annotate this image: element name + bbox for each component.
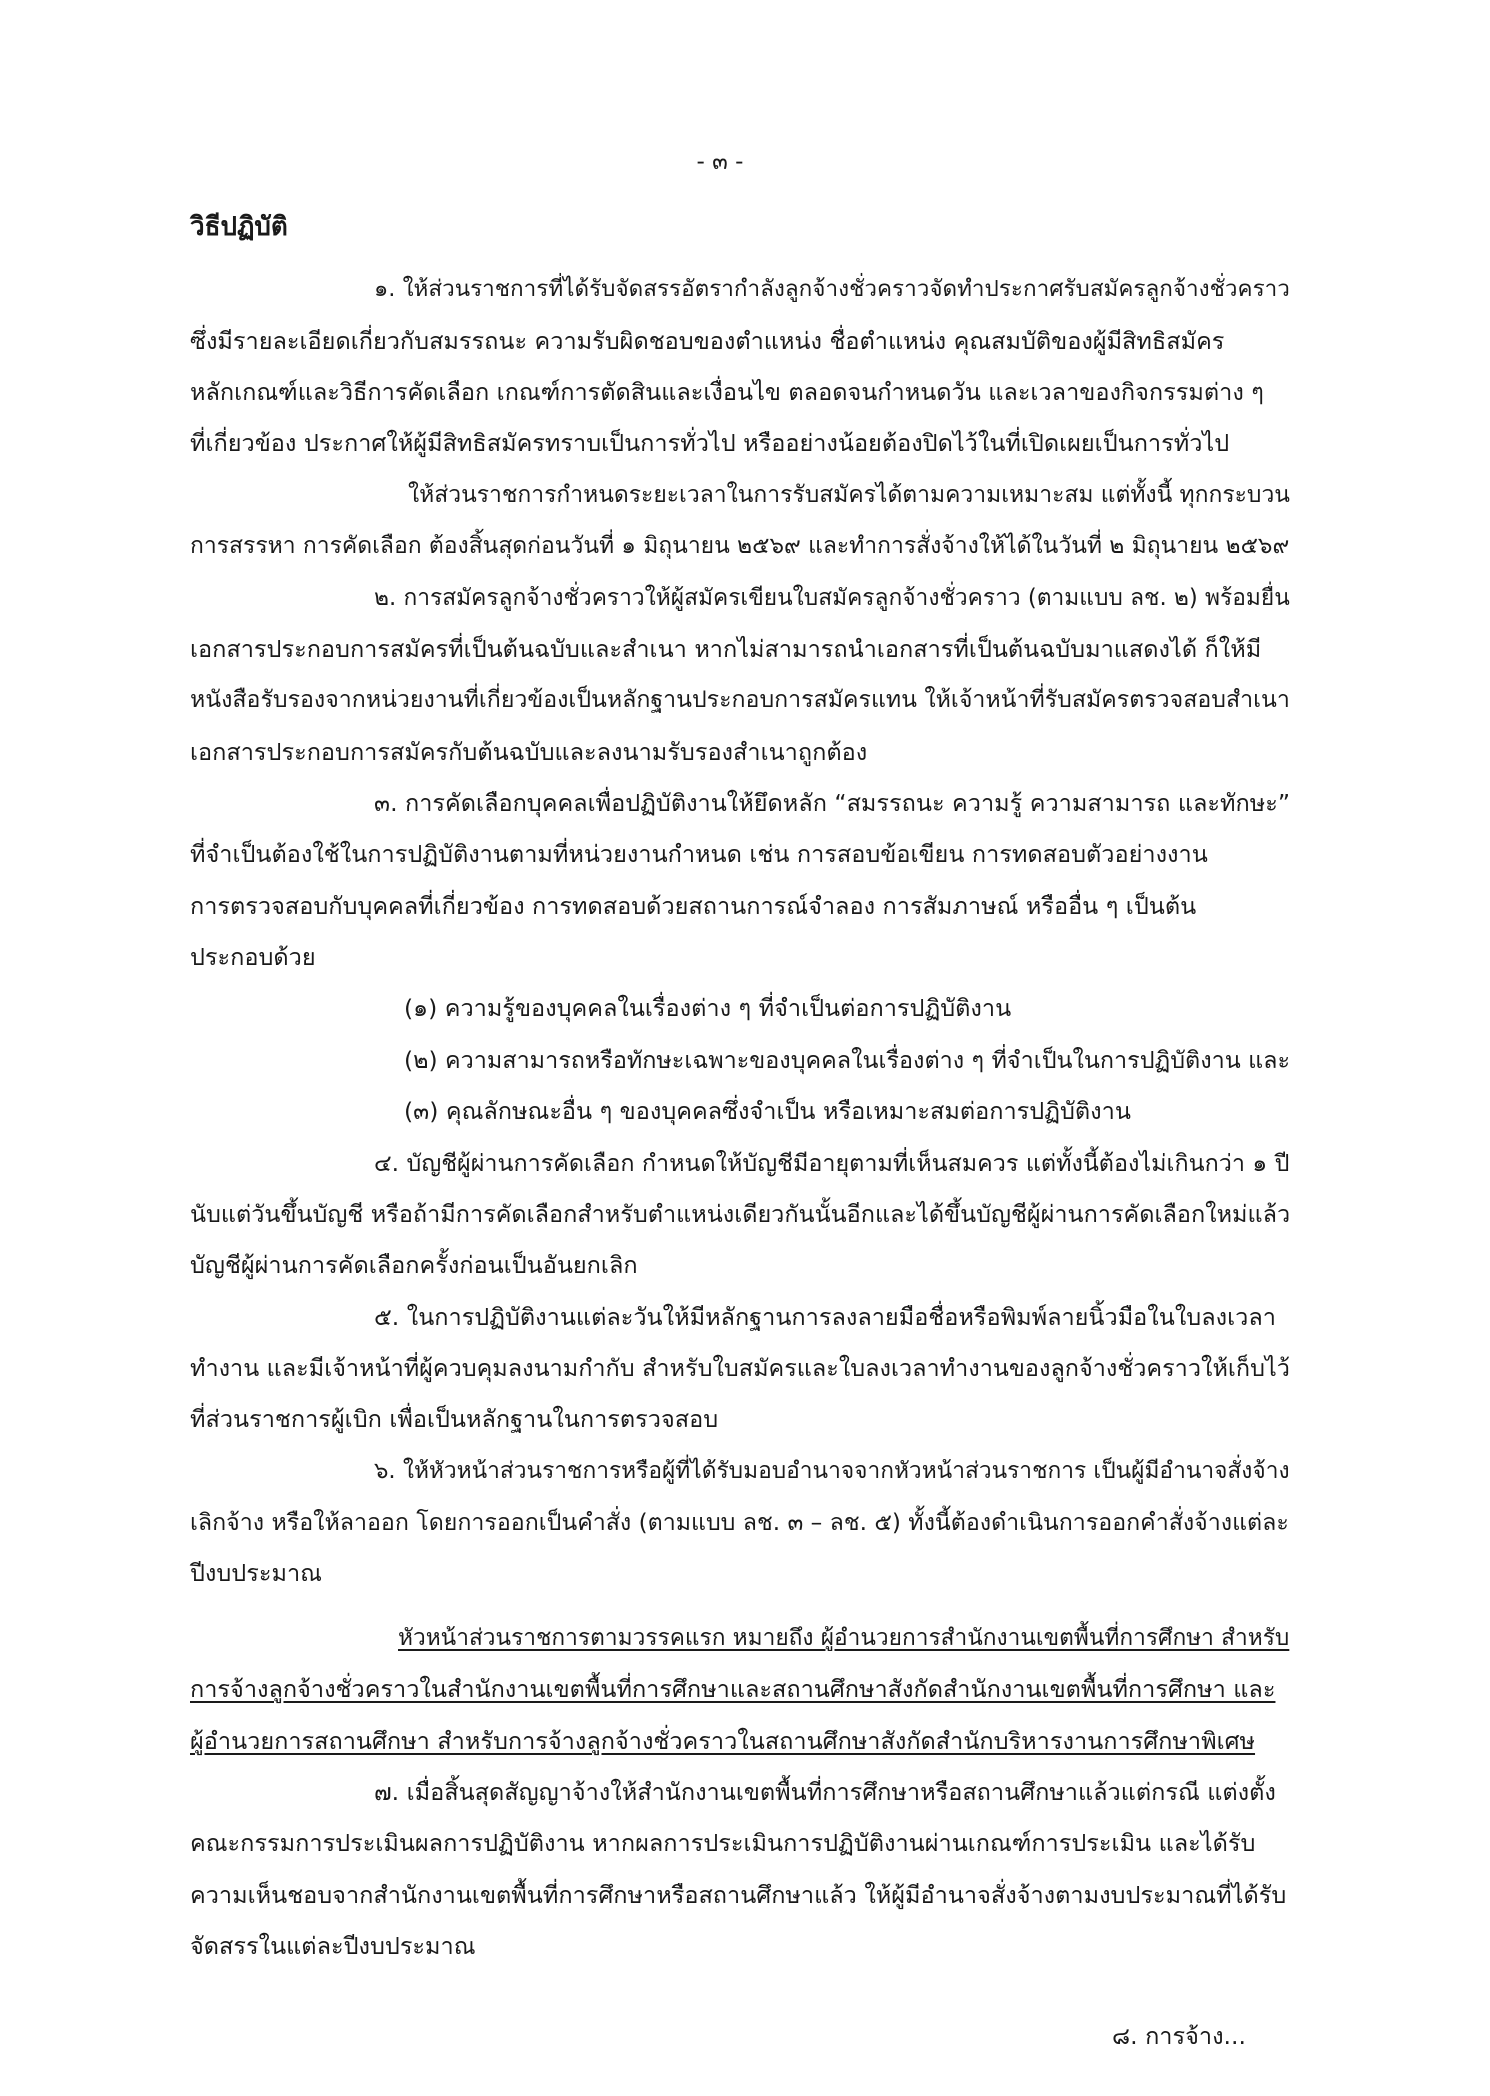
text-line: ที่ส่วนราชการผู้เบิก เพื่อเป็นหลักฐานในการตรวจสอบ <box>190 1405 719 1433</box>
text-line: ทำงาน และมีเจ้าหน้าที่ผู้ควบคุมลงนามกำกับ สำหรับใบสมัครและใบลงเวลาทำงานของลูกจ้างชั่วคราวให้เก็บไว้ <box>190 1354 1290 1382</box>
text-line: เอกสารประกอบการสมัครกับต้นฉบับและลงนามรับรองสำเนาถูกต้อง <box>190 738 868 766</box>
text-line: จัดสรรในแต่ละปีงบประมาณ <box>190 1932 476 1960</box>
text-line: การสรรหา การคัดเลือก ต้องสิ้นสุดก่อนวันที่ ๑ มิถุนายน ๒๕๖๙ และทำการสั่งจ้างให้ได้ในวันที่ ๒ มิถุนายน ๒๕๖๙ <box>190 533 1290 559</box>
text-line: ที่เกี่ยวข้อง ประกาศให้ผู้มีสิทธิสมัครทราบเป็นการทั่วไป หรืออย่างน้อยต้องปิดไว้ในที่เปิดเผยเป็นการทั่วไป <box>190 429 1230 457</box>
text-line: หนังสือรับรองจากหน่วยงานที่เกี่ยวข้องเป็นหลักฐานประกอบการสมัครแทน ให้เจ้าหน้าที่รับสมัครตรวจสอบสำเนา <box>190 687 1290 713</box>
text-line: เอกสารประกอบการสมัครที่เป็นต้นฉบับและสำเนา หากไม่สามารถนำเอกสารที่เป็นต้นฉบับมาแสดงได้ ก็ให้มี <box>190 635 1262 663</box>
text-line: คณะกรรมการประเมินผลการปฏิบัติงาน หากผลการประเมินการปฏิบัติงานผ่านเกณฑ์การประเมิน และได้รับ <box>190 1829 1256 1857</box>
text-line: ๓. การคัดเลือกบุคคลเพื่อปฏิบัติงานให้ยึดหลัก “สมรรถนะ ความรู้ ความสามารถ และทักษะ” <box>374 789 1291 817</box>
text-line: ๑. ให้ส่วนราชการที่ได้รับจัดสรรอัตรากำลังลูกจ้างชั่วคราวจัดทำประกาศรับสมัครลูกจ้างชั่วคราว <box>374 276 1290 302</box>
text-line: ๕. ในการปฏิบัติงานแต่ละวันให้มีหลักฐานการลงลายมือชื่อหรือพิมพ์ลายนิ้วมือในใบลงเวลา <box>374 1303 1276 1331</box>
text-line: นับแต่วันขึ้นบัญชี หรือถ้ามีการคัดเลือกสำหรับตำแหน่งเดียวกันนั้นอีกและได้ขึ้นบัญชีผู้ผ่านการคัดเลือกใหม่แล้ว <box>190 1200 1291 1228</box>
underlined-note: ผู้อำนวยการสถานศึกษา สำหรับการจ้างลูกจ้างชั่วคราวในสถานศึกษาสังกัดสำนักบริหารงานการศึกษาพิเศษ <box>190 1727 1256 1755</box>
page-number: - ๓ - <box>696 149 744 175</box>
text-line: เลิกจ้าง หรือให้ลาออก โดยการออกเป็นคำสั่ง (ตามแบบ ลช. ๓ – ลช. ๕) ทั้งนี้ต้องดำเนินการออกคำสั่งจ้างแต่ละ <box>190 1509 1289 1536</box>
text-line: ๒. การสมัครลูกจ้างชั่วคราวให้ผู้สมัครเขียนใบสมัครลูกจ้างชั่วคราว (ตามแบบ ลช. ๒) พร้อมยื่น <box>374 585 1290 611</box>
underlined-note: การจ้างลูกจ้างชั่วคราวในสำนักงานเขตพื้นที่การศึกษาและสถานศึกษาสังกัดสำนักงานเขตพื้นที่การศึกษา และ <box>190 1675 1276 1703</box>
text-line: ที่จำเป็นต้องใช้ในการปฏิบัติงานตามที่หน่วยงานกำหนด เช่น การสอบข้อเขียน การทดสอบตัวอย่างงาน <box>190 840 1208 868</box>
text-line: ปีงบประมาณ <box>190 1559 322 1587</box>
text-line: หลักเกณฑ์และวิธีการคัดเลือก เกณฑ์การตัดสินและเงื่อนไข ตลอดจนกำหนดวัน และเวลาของกิจกรรมต่าง ๆ <box>190 378 1264 406</box>
text-line: ประกอบด้วย <box>190 943 316 971</box>
text-line: ๖. ให้หัวหน้าส่วนราชการหรือผู้ที่ได้รับมอบอำนาจจากหัวหน้าส่วนราชการ เป็นผู้มีอำนาจสั่งจ้าง <box>374 1458 1290 1484</box>
text-line: ความเห็นชอบจากสำนักงานเขตพื้นที่การศึกษาหรือสถานศึกษาแล้ว ให้ผู้มีอำนาจสั่งจ้างตามงบประมาณที่ได้รับ <box>190 1881 1287 1909</box>
section-heading: วิธีปฏิบัติ <box>190 212 288 242</box>
text-line: ๗. เมื่อสิ้นสุดสัญญาจ้างให้สำนักงานเขตพื้นที่การศึกษาหรือสถานศึกษาแล้วแต่กรณี แต่งตั้ง <box>374 1778 1276 1806</box>
underlined-note: หัวหน้าส่วนราชการตามวรรคแรก หมายถึง ผู้อำนวยการสำนักงานเขตพื้นที่การศึกษา สำหรับ <box>398 1625 1290 1651</box>
list-item: (๒) ความสามารถหรือทักษะเฉพาะของบุคคลในเรื่องต่าง ๆ ที่จำเป็นในการปฏิบัติงาน และ <box>404 1046 1291 1074</box>
continuation-footer: ๘. การจ้าง... <box>1112 2022 1246 2050</box>
text-line: ซึ่งมีรายละเอียดเกี่ยวกับสมรรถนะ ความรับผิดชอบของตำแหน่ง ชื่อตำแหน่ง คุณสมบัติของผู้มีสิทธิสมัคร <box>190 327 1225 355</box>
text-line: ๔. บัญชีผู้ผ่านการคัดเลือก กำหนดให้บัญชีมีอายุตามที่เห็นสมควร แต่ทั้งนี้ต้องไม่เกินกว่า ๑ ปี <box>374 1149 1290 1177</box>
text-line: การตรวจสอบกับบุคคลที่เกี่ยวข้อง การทดสอบด้วยสถานการณ์จำลอง การสัมภาษณ์ หรืออื่น ๆ เป็นต้น <box>190 892 1197 920</box>
text-line: บัญชีผู้ผ่านการคัดเลือกครั้งก่อนเป็นอันยกเลิก <box>190 1251 638 1279</box>
list-item: (๑) ความรู้ของบุคคลในเรื่องต่าง ๆ ที่จำเป็นต่อการปฏิบัติงาน <box>404 994 1012 1022</box>
text-line: ให้ส่วนราชการกำหนดระยะเวลาในการรับสมัครได้ตามความเหมาะสม แต่ทั้งนี้ ทุกกระบวน <box>408 482 1290 508</box>
list-item: (๓) คุณลักษณะอื่น ๆ ของบุคคลซึ่งจำเป็น หรือเหมาะสมต่อการปฏิบัติงาน <box>404 1097 1131 1125</box>
